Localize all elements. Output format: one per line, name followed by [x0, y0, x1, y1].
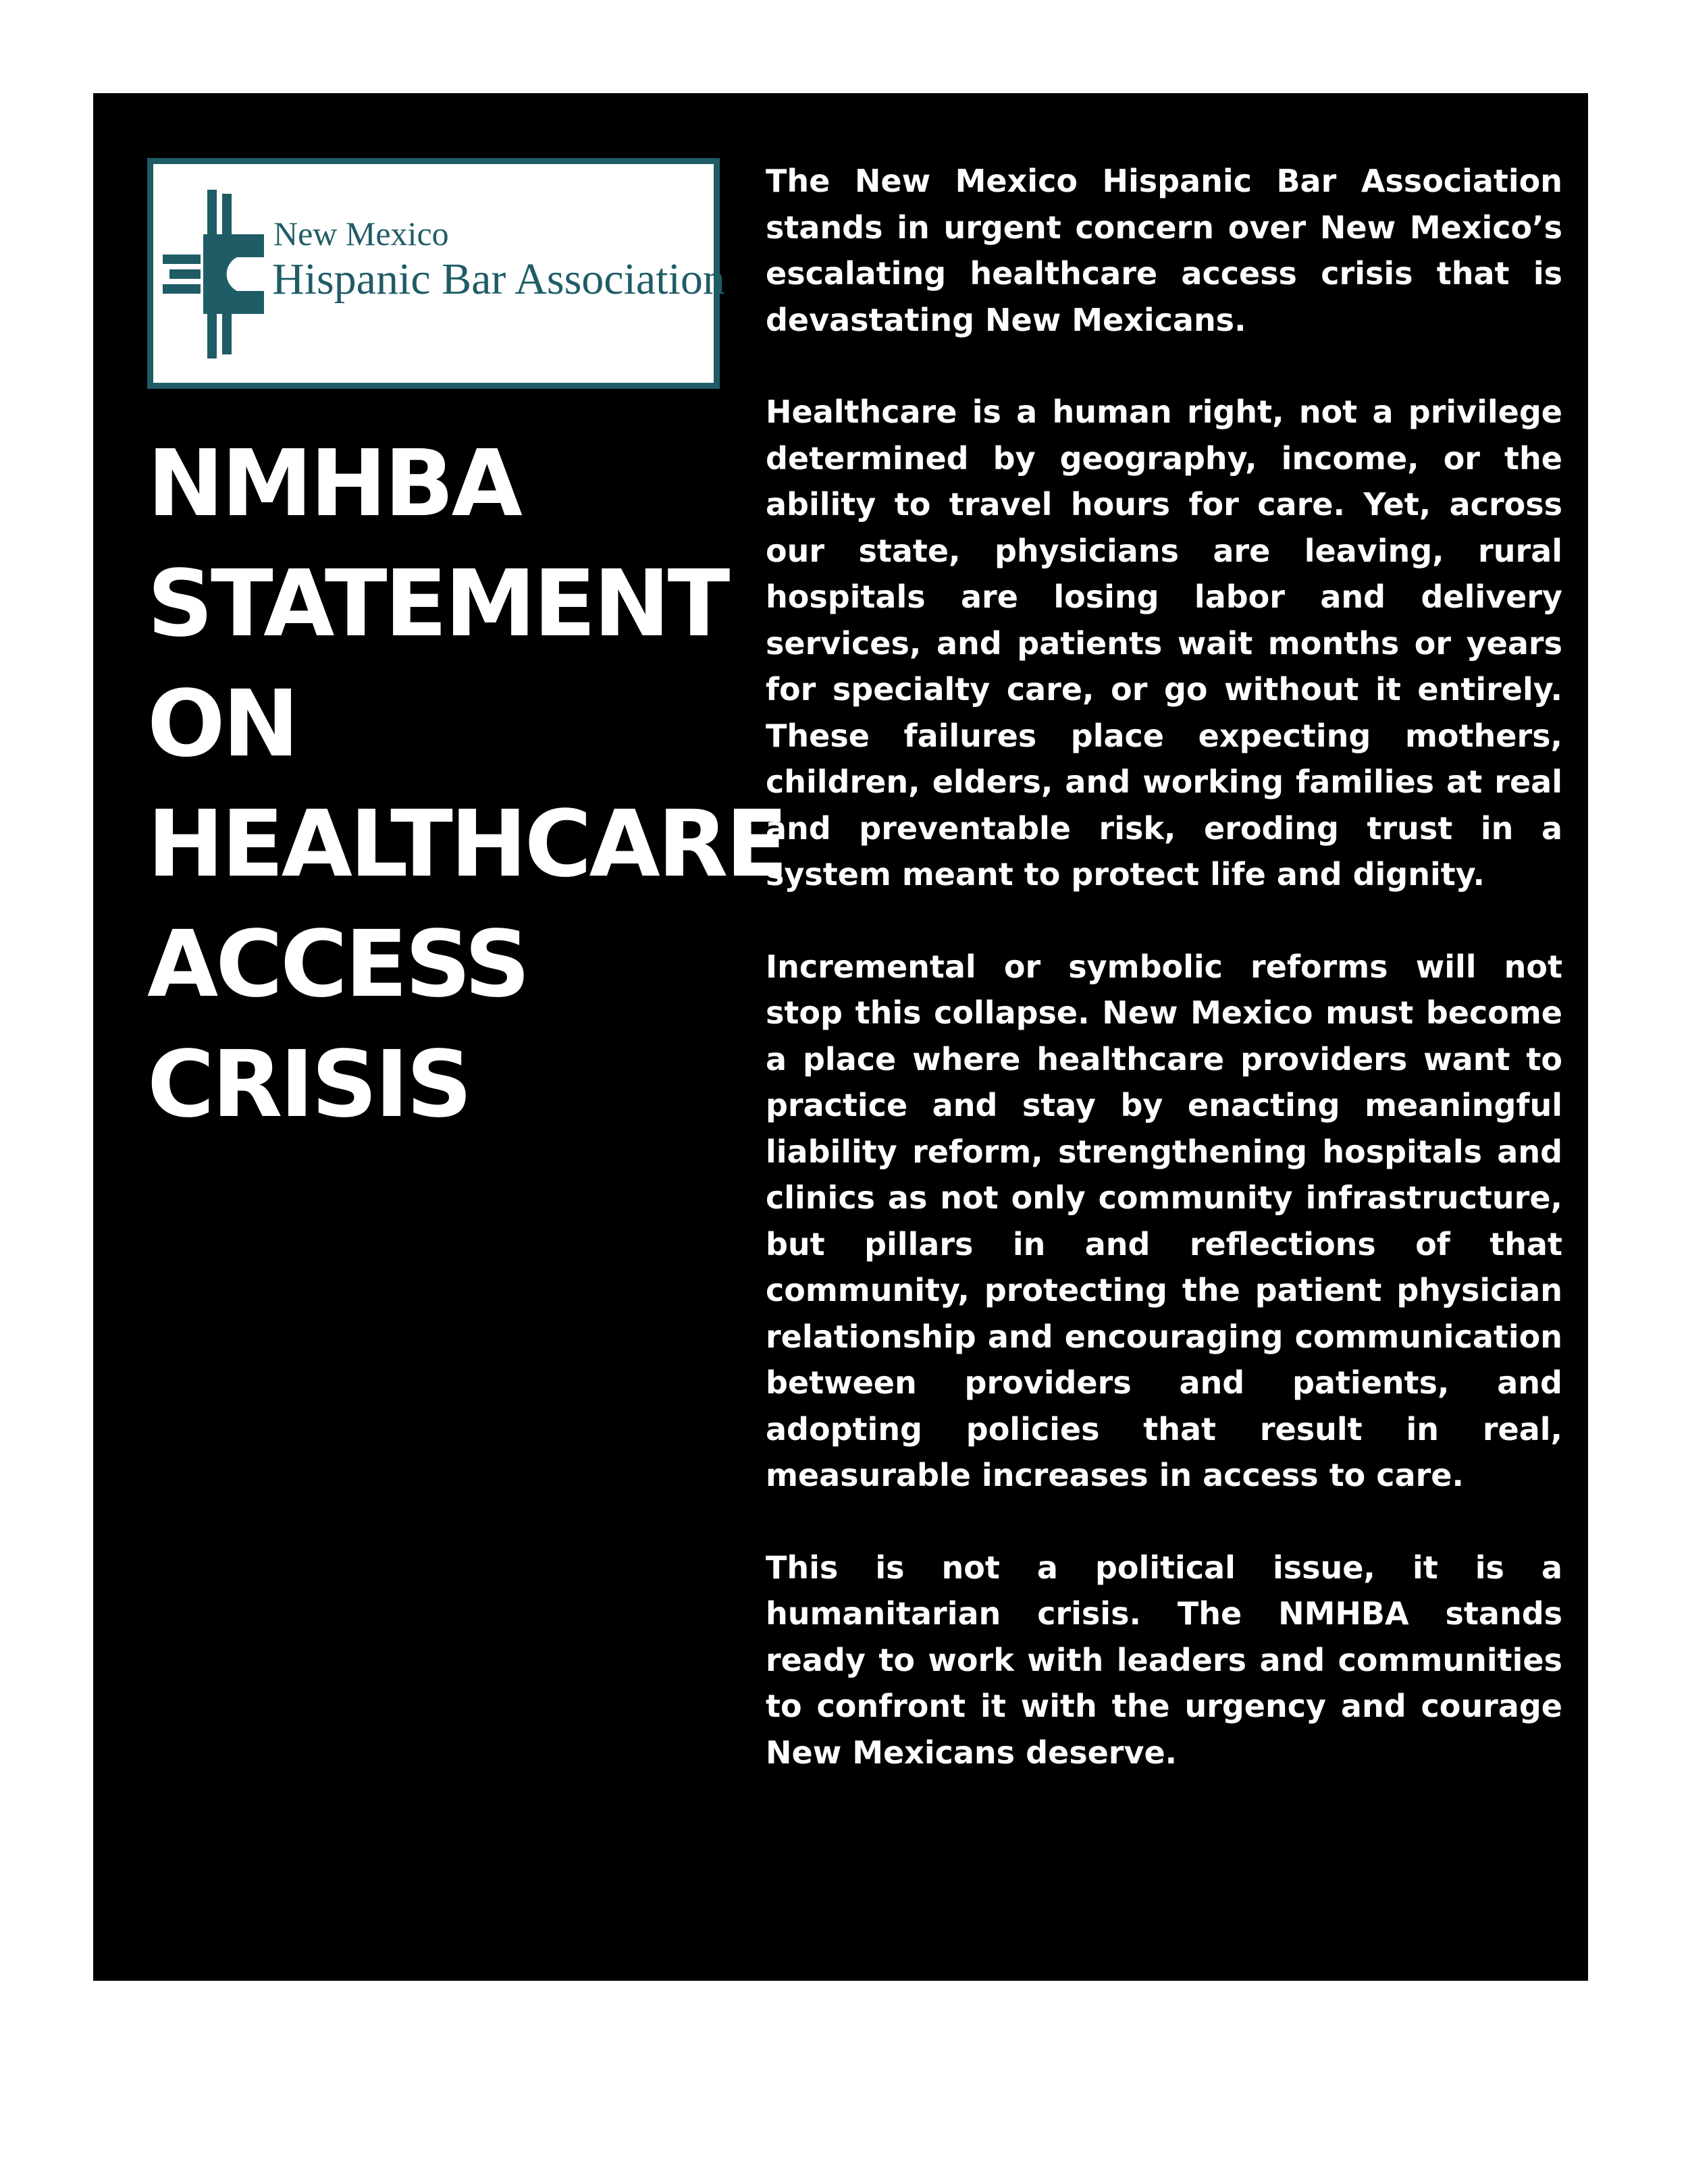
body-paragraph: The New Mexico Hispanic Bar Association stands in urgent concern over New Mexico’s escalating healthcare access crisis that is devastating New Mexicans.	[766, 163, 1562, 338]
title-line: ACCESS	[147, 911, 528, 1018]
nmhba-logo	[147, 158, 725, 389]
title-line: CRISIS	[147, 1032, 470, 1138]
title-line: HEALTHCARE	[147, 791, 786, 898]
title-line: STATEMENT	[147, 551, 728, 658]
logo-text-new-mexico: New Mexico	[273, 215, 449, 252]
title-line: NMHBA	[147, 431, 520, 537]
zia-sun-symbol-icon	[163, 190, 271, 358]
statement-title	[147, 424, 786, 1145]
title-line: ON	[147, 671, 297, 778]
body-paragraph: Incremental or symbolic reforms will not stop this collapse. New Mexico must become a place where healthcare providers want to practice and stay by enacting meaningful liability reform, strengthening hospitals and clinics as not only community infrastructure, but pillars in and reflections of that community, protecting the patient physician relationship and encouraging communication between providers and patients, and adopting policies that result in real, measurable increases in access to care.	[766, 948, 1562, 1493]
body-paragraph: This is not a political issue, it is a humanitarian crisis. The NMHBA stands ready to work with leaders and communities to confront it with the urgency and courage New Mexicans deserve.	[766, 1549, 1562, 1771]
statement-body	[766, 158, 1562, 1821]
statement-panel	[93, 93, 1588, 1981]
logo-text-hispanic-bar-association: Hispanic Bar Association	[272, 255, 725, 304]
body-paragraph: Healthcare is a human right, not a privilege determined by geography, income, or the ability to travel hours for care. Yet, across our state, physicians are leaving, rural hospitals are losing labor and delivery services, and patients wait months or years for specialty care, or go without it entirely. These failures place expecting mothers, children, elders, and working families at real and preventable risk, eroding trust in a system meant to protect life and dignity.	[766, 394, 1562, 893]
